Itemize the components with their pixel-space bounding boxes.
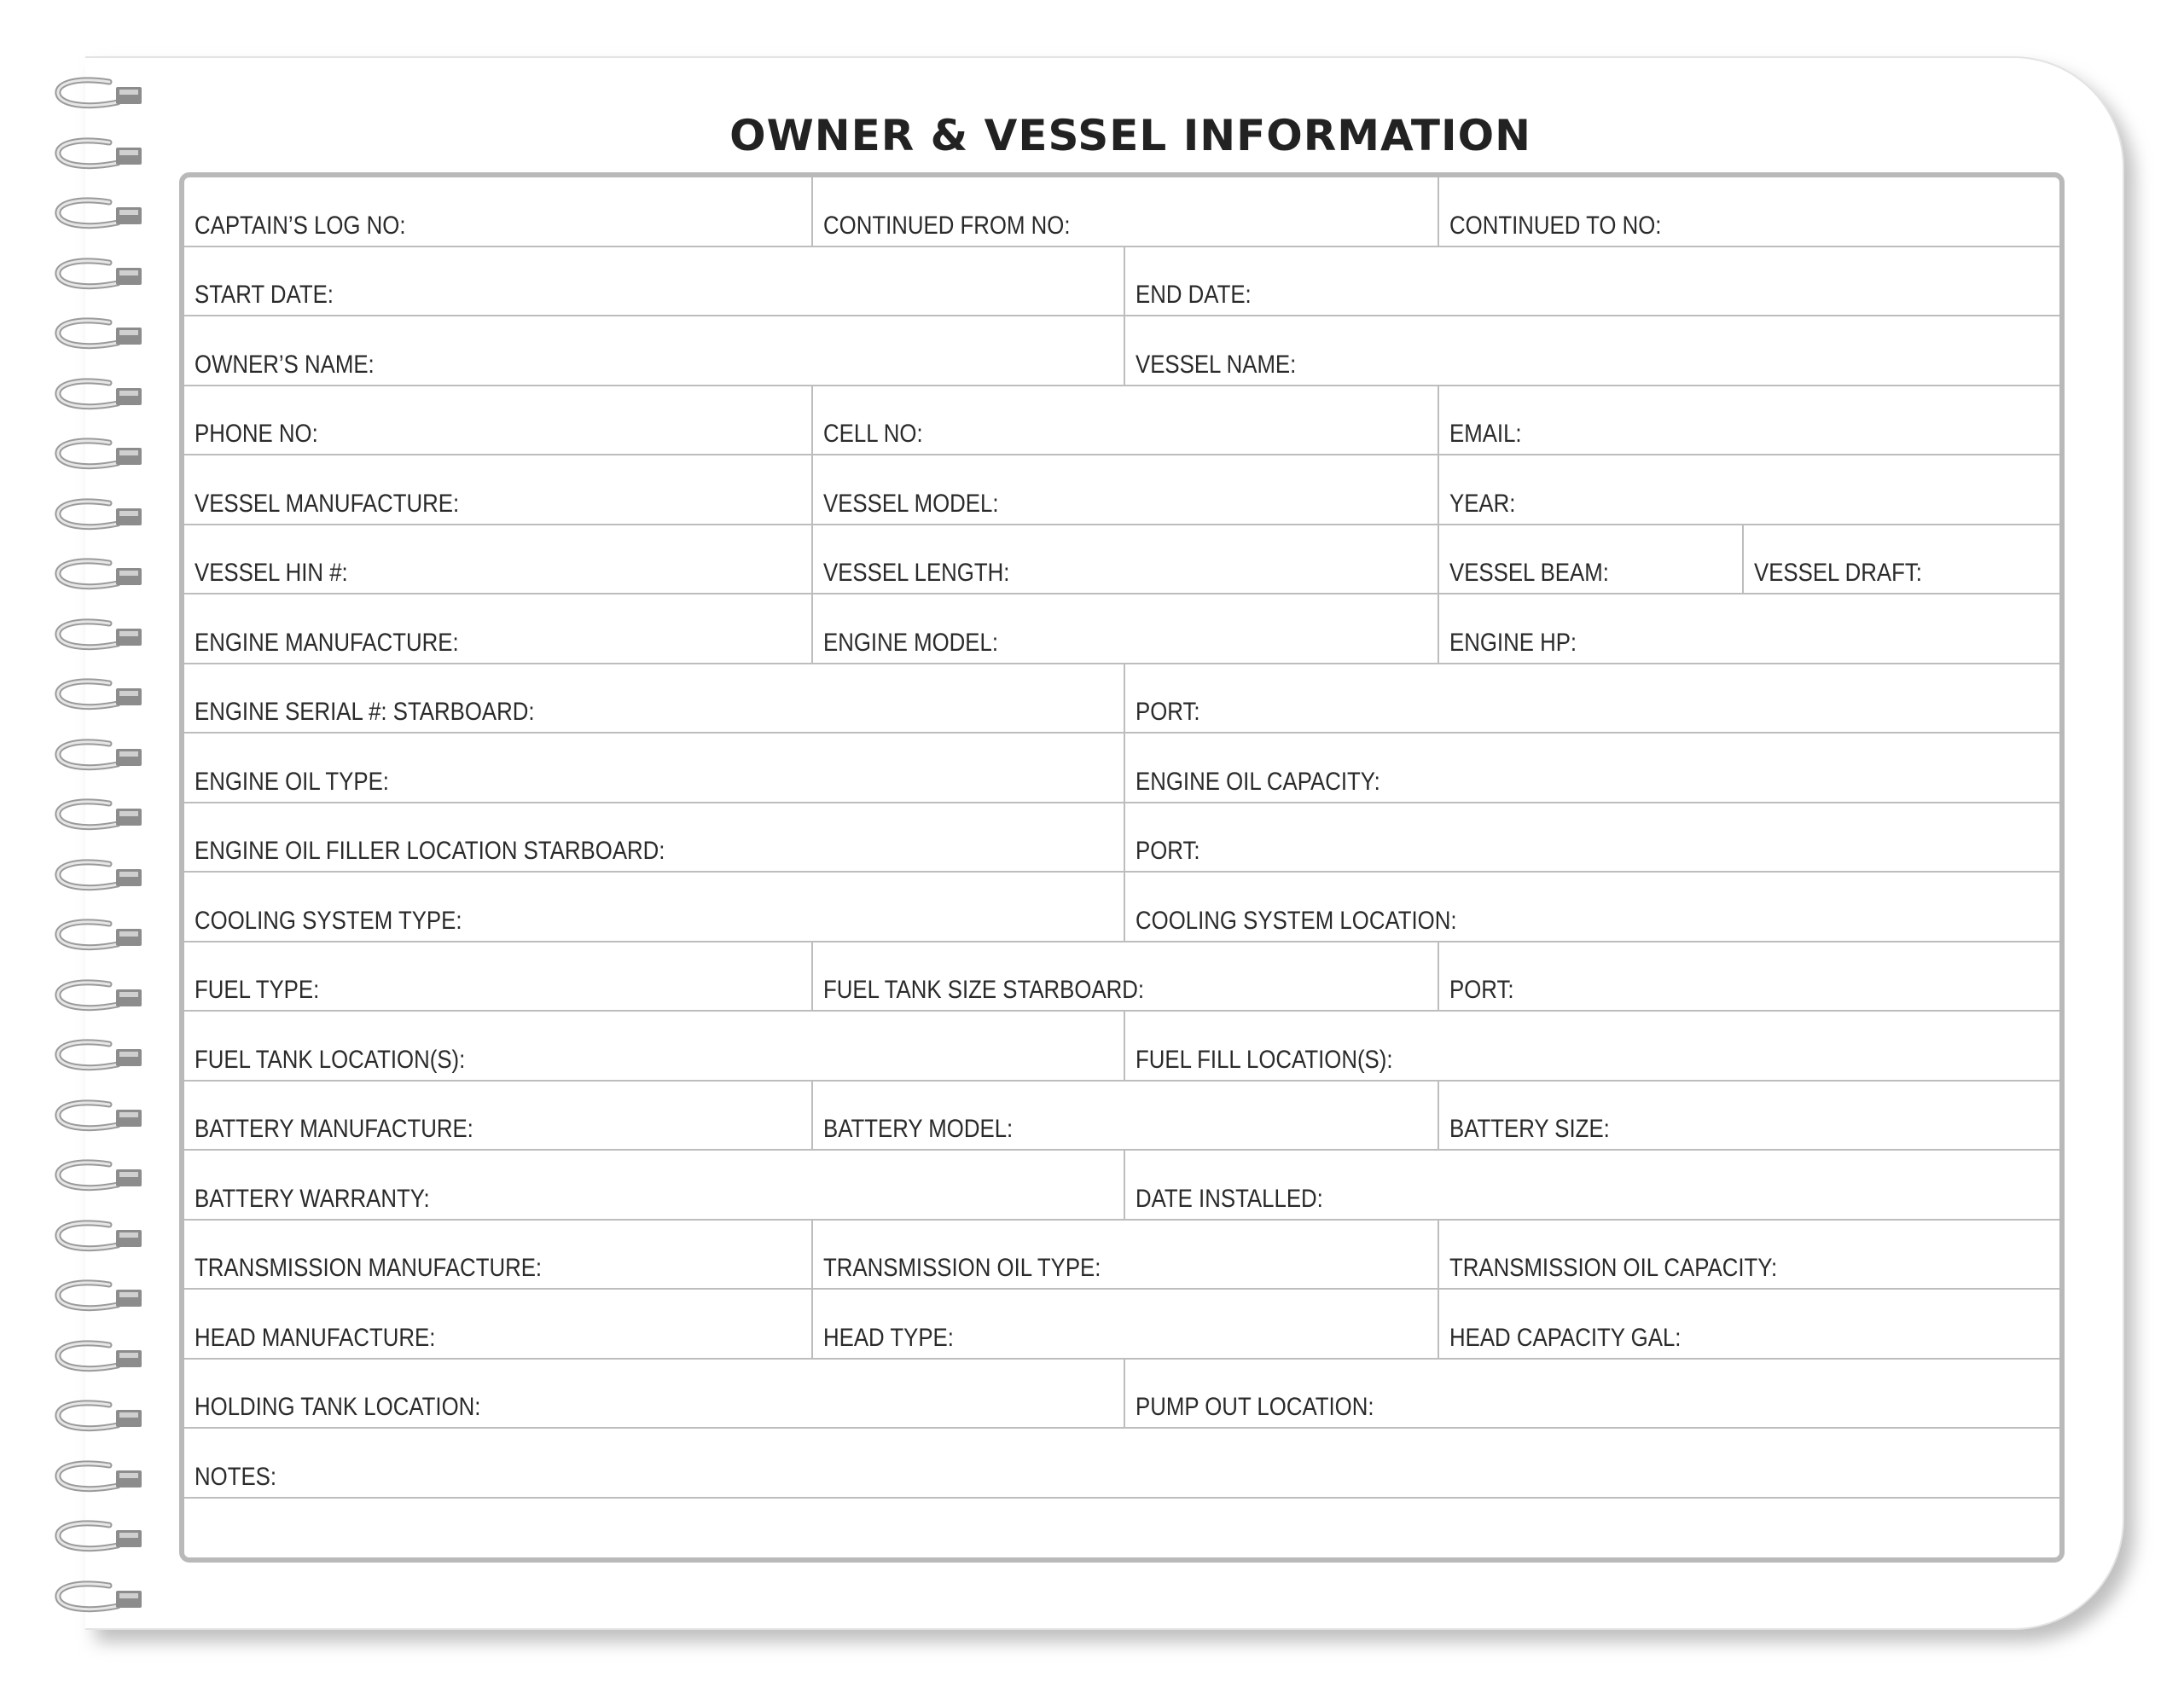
field-engine-manufacture[interactable] xyxy=(184,594,813,663)
field-label: FUEL TYPE: xyxy=(195,976,320,1004)
field-oil-filler-port[interactable] xyxy=(1125,803,2059,872)
form-row xyxy=(184,1221,2059,1290)
form-row xyxy=(184,664,2059,734)
spiral-binding xyxy=(49,0,152,1705)
field-label: PORT: xyxy=(1449,976,1514,1004)
field-label: CAPTAIN’S LOG NO: xyxy=(195,211,406,240)
spiral-coil xyxy=(49,917,152,956)
field-battery-size[interactable] xyxy=(1439,1082,2059,1150)
field-year[interactable] xyxy=(1439,455,2059,524)
field-label: PORT: xyxy=(1136,698,1200,726)
form-row xyxy=(184,386,2059,456)
field-continued-to-no[interactable] xyxy=(1439,177,2059,246)
form-row xyxy=(184,594,2059,664)
field-owners-name[interactable] xyxy=(184,316,1125,385)
form-row xyxy=(184,1429,2059,1499)
field-fuel-type[interactable] xyxy=(184,942,813,1011)
field-label: VESSEL DRAFT: xyxy=(1754,559,1922,587)
spiral-coil xyxy=(49,797,152,836)
field-head-capacity-gal[interactable] xyxy=(1439,1290,2059,1358)
field-fuel-tank-locations[interactable] xyxy=(184,1012,1125,1080)
form-row xyxy=(184,942,2059,1012)
field-label: PORT: xyxy=(1136,837,1200,865)
spiral-coil xyxy=(49,737,152,776)
field-head-type[interactable] xyxy=(813,1290,1439,1358)
spiral-coil xyxy=(49,1157,152,1197)
spiral-coil xyxy=(49,195,152,235)
field-label: BATTERY MODEL: xyxy=(823,1115,1014,1143)
field-cooling-system-type[interactable] xyxy=(184,873,1125,941)
field-cell-no[interactable] xyxy=(813,386,1439,455)
field-oil-filler-starboard[interactable] xyxy=(184,803,1125,872)
field-label: BATTERY MANUFACTURE: xyxy=(195,1115,473,1143)
field-label: ENGINE MODEL: xyxy=(823,628,999,657)
vessel-info-form xyxy=(179,172,2065,1563)
field-engine-oil-capacity[interactable] xyxy=(1125,734,2059,802)
field-label: HEAD CAPACITY GAL: xyxy=(1449,1323,1682,1352)
field-label: VESSEL MANUFACTURE: xyxy=(195,489,460,518)
field-label: HOLDING TANK LOCATION: xyxy=(195,1393,481,1421)
spiral-coil xyxy=(49,977,152,1017)
field-label: ENGINE OIL FILLER LOCATION STARBOARD: xyxy=(195,837,665,865)
spiral-coil xyxy=(49,857,152,896)
spiral-coil xyxy=(49,676,152,716)
form-row xyxy=(184,803,2059,873)
field-label: BATTERY SIZE: xyxy=(1449,1115,1610,1143)
field-battery-manufacture[interactable] xyxy=(184,1082,813,1150)
field-label: NOTES: xyxy=(195,1462,277,1491)
form-row xyxy=(184,316,2059,386)
spiral-coil xyxy=(49,1579,152,1618)
field-label: ENGINE MANUFACTURE: xyxy=(195,628,459,657)
field-vessel-draft[interactable] xyxy=(1744,525,2059,594)
field-label: BATTERY WARRANTY: xyxy=(195,1184,430,1213)
field-label: PHONE NO: xyxy=(195,420,318,448)
field-battery-warranty[interactable] xyxy=(184,1151,1125,1219)
spiral-coil xyxy=(49,75,152,114)
field-label: VESSEL LENGTH: xyxy=(823,559,1010,587)
field-engine-serial-starboard[interactable] xyxy=(184,664,1125,733)
field-label: VESSEL BEAM: xyxy=(1449,559,1609,587)
field-label: VESSEL NAME: xyxy=(1136,350,1297,379)
spiral-coil xyxy=(49,316,152,355)
spiral-coil xyxy=(49,1398,152,1437)
form-row xyxy=(184,873,2059,942)
field-continued-from-no[interactable] xyxy=(813,177,1439,246)
form-row xyxy=(184,1360,2059,1430)
spiral-coil xyxy=(49,1459,152,1498)
field-notes[interactable] xyxy=(184,1429,2059,1497)
form-row xyxy=(184,177,2059,247)
page-title: OWNER & VESSEL INFORMATION xyxy=(729,111,1531,160)
field-label: TRANSMISSION OIL TYPE: xyxy=(823,1254,1101,1282)
form-row xyxy=(184,455,2059,525)
field-label: CONTINUED FROM NO: xyxy=(823,211,1071,240)
field-label: TRANSMISSION OIL CAPACITY: xyxy=(1449,1254,1778,1282)
form-row xyxy=(184,525,2059,595)
field-label: DATE INSTALLED: xyxy=(1136,1184,1323,1213)
field-label: OWNER’S NAME: xyxy=(195,350,375,379)
field-transmission-manufacture[interactable] xyxy=(184,1221,813,1289)
spiral-coil xyxy=(49,1037,152,1076)
form-row xyxy=(184,1082,2059,1151)
spiral-coil xyxy=(49,496,152,536)
spiral-coil xyxy=(49,1338,152,1377)
spiral-coil xyxy=(49,256,152,295)
field-captains-log-no[interactable] xyxy=(184,177,813,246)
field-label: ENGINE HP: xyxy=(1449,628,1577,657)
field-head-manufacture[interactable] xyxy=(184,1290,813,1358)
field-date-installed[interactable] xyxy=(1125,1151,2059,1219)
field-vessel-name[interactable] xyxy=(1125,316,2059,385)
field-label: YEAR: xyxy=(1449,489,1516,518)
field-fuel-fill-locations[interactable] xyxy=(1125,1012,2059,1080)
field-label: CONTINUED TO NO: xyxy=(1449,211,1662,240)
spiral-coil xyxy=(49,1518,152,1557)
field-label: COOLING SYSTEM TYPE: xyxy=(195,906,462,935)
field-label: EMAIL: xyxy=(1449,420,1522,448)
field-label: ENGINE SERIAL #: STARBOARD: xyxy=(195,698,535,726)
field-vessel-beam[interactable] xyxy=(1439,525,1744,594)
field-engine-model[interactable] xyxy=(813,594,1439,663)
field-holding-tank-location[interactable] xyxy=(184,1360,1125,1428)
field-vessel-model[interactable] xyxy=(813,455,1439,524)
field-label: ENGINE OIL TYPE: xyxy=(195,767,389,796)
field-engine-hp[interactable] xyxy=(1439,594,2059,663)
field-label: CELL NO: xyxy=(823,420,923,448)
spiral-coil xyxy=(49,436,152,475)
field-fuel-tank-size-starboard[interactable] xyxy=(813,942,1439,1011)
field-engine-oil-type[interactable] xyxy=(184,734,1125,802)
form-row xyxy=(184,1151,2059,1221)
spiral-coil xyxy=(49,556,152,595)
field-label: FUEL TANK SIZE STARBOARD: xyxy=(823,976,1145,1004)
field-label: FUEL TANK LOCATION(S): xyxy=(195,1045,466,1074)
field-label: PUMP OUT LOCATION: xyxy=(1136,1393,1374,1421)
field-battery-model[interactable] xyxy=(813,1082,1439,1150)
spiral-coil xyxy=(49,1278,152,1317)
form-row xyxy=(184,1012,2059,1082)
field-cooling-system-location[interactable] xyxy=(1125,873,2059,941)
field-pump-out-location[interactable] xyxy=(1125,1360,2059,1428)
form-row xyxy=(184,1499,2059,1563)
spiral-coil xyxy=(49,1218,152,1257)
form-row xyxy=(184,1290,2059,1360)
form-row xyxy=(184,734,2059,803)
field-label: HEAD MANUFACTURE: xyxy=(195,1323,436,1352)
field-vessel-hin[interactable] xyxy=(184,525,813,594)
field-label: COOLING SYSTEM LOCATION: xyxy=(1136,906,1457,935)
field-fuel-tank-size-port[interactable] xyxy=(1439,942,2059,1011)
field-vessel-length[interactable] xyxy=(813,525,1439,594)
form-row xyxy=(184,247,2059,317)
spiral-coil xyxy=(49,1098,152,1137)
field-label: VESSEL MODEL: xyxy=(823,489,999,518)
field-notes-continued[interactable] xyxy=(184,1499,2059,1563)
spiral-coil xyxy=(49,376,152,415)
field-label: START DATE: xyxy=(195,281,334,309)
field-label: FUEL FILL LOCATION(S): xyxy=(1136,1045,1393,1074)
field-label: VESSEL HIN #: xyxy=(195,559,348,587)
field-label: ENGINE OIL CAPACITY: xyxy=(1136,767,1380,796)
field-label: END DATE: xyxy=(1136,281,1252,309)
field-email[interactable] xyxy=(1439,386,2059,455)
field-label: HEAD TYPE: xyxy=(823,1323,954,1352)
field-vessel-manufacture[interactable] xyxy=(184,455,813,524)
field-transmission-oil-capacity[interactable] xyxy=(1439,1221,2059,1289)
field-transmission-oil-type[interactable] xyxy=(813,1221,1439,1289)
field-end-date[interactable] xyxy=(1125,247,2059,316)
field-engine-serial-port[interactable] xyxy=(1125,664,2059,733)
spiral-coil xyxy=(49,617,152,656)
field-start-date[interactable] xyxy=(184,247,1125,316)
field-phone-no[interactable] xyxy=(184,386,813,455)
field-label: TRANSMISSION MANUFACTURE: xyxy=(195,1254,543,1282)
